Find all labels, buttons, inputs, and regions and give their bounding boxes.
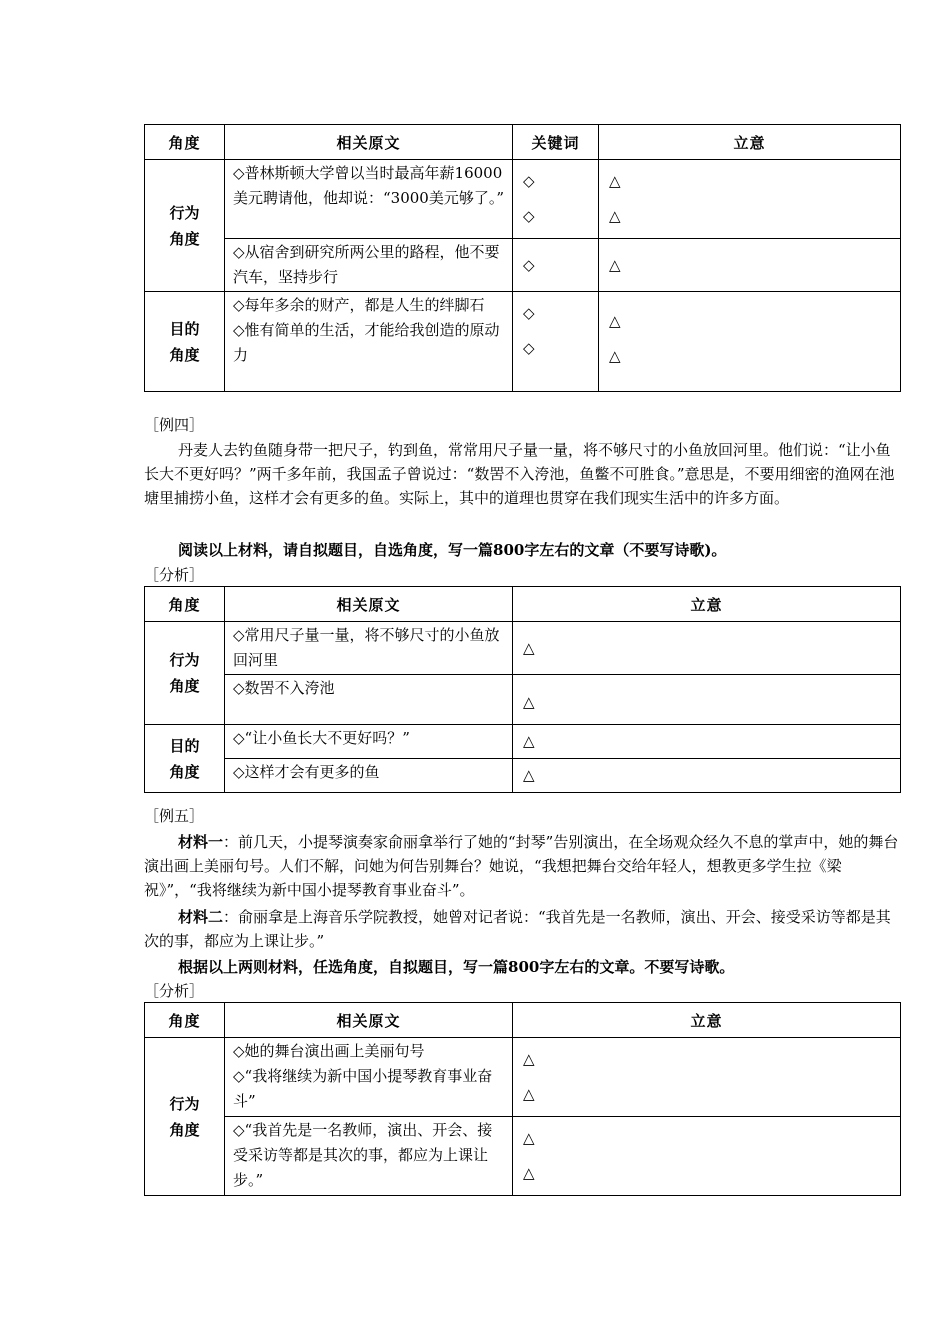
table-row — [145, 239, 901, 292]
keyword-cell: ◇ ◇ — [513, 292, 599, 392]
header-source: 相关原文 — [225, 587, 513, 622]
angle-cell: 目的 角度 — [145, 725, 225, 793]
source-cell: ◇这样才会有更多的鱼 — [225, 759, 513, 793]
idea-cell: △ — [513, 725, 901, 759]
header-angle: 角度 — [145, 587, 225, 622]
idea-cell: △ — [513, 675, 901, 725]
source-cell: ◇每年多余的财产，都是人生的绊脚石 ◇惟有简单的生活，才能给我创造的原动力 — [225, 292, 513, 392]
table-row — [145, 725, 901, 759]
table-row — [145, 1038, 901, 1117]
header-keyword: 关键词 — [513, 125, 599, 160]
idea-cell: △ △ — [513, 1117, 901, 1196]
source-cell: ◇数罟不入洿池 — [225, 675, 513, 725]
header-idea: 立意 — [513, 587, 901, 622]
header-source: 相关原文 — [225, 1003, 513, 1038]
analysis-table-1 — [144, 124, 901, 392]
table-row — [145, 759, 901, 793]
source-cell: ◇她的舞台演出画上美丽句号 ◇“我将继续为新中国小提琴教育事业奋斗” — [225, 1038, 513, 1117]
table-row — [145, 292, 901, 392]
idea-cell: △ △ — [513, 1038, 901, 1117]
source-cell: ◇普林斯顿大学曾以当时最高年薪16000美元聘请他，他却说：“3000美元够了。” — [225, 160, 513, 239]
table-row — [145, 1117, 901, 1196]
example-5-task: 根据以上两则材料，任选角度，自拟题目，写一篇800字左右的文章。不要写诗歌。 — [178, 958, 735, 976]
header-angle: 角度 — [145, 1003, 225, 1038]
angle-cell: 行为 角度 — [145, 1038, 225, 1196]
analysis-table-2 — [144, 586, 901, 793]
analysis-label: ［分析］ — [144, 982, 205, 1000]
angle-cell: 行为 角度 — [145, 622, 225, 725]
header-idea: 立意 — [513, 1003, 901, 1038]
source-cell: ◇从宿舍到研究所两公里的路程，他不要汽车，坚持步行 — [225, 239, 513, 292]
source-cell: ◇“让小鱼长大不更好吗？” — [225, 725, 513, 759]
table-header-row — [145, 587, 901, 622]
header-source: 相关原文 — [225, 125, 513, 160]
analysis-label: ［分析］ — [144, 566, 205, 584]
table-header-row — [145, 125, 901, 160]
table-row — [145, 622, 901, 675]
keyword-cell: ◇ — [513, 239, 599, 292]
header-angle: 角度 — [145, 125, 225, 160]
example-5-material-2: 材料二：俞丽拿是上海音乐学院教授，她曾对记者说：“我首先是一名教师，演出、开会、接受采访等都是其次的事，都应为上课让步。” — [144, 908, 891, 950]
idea-cell: △ — [513, 622, 901, 675]
analysis-table-3 — [144, 1002, 901, 1196]
idea-cell: △ △ — [599, 292, 901, 392]
source-cell: ◇常用尺子量一量，将不够尺寸的小鱼放回河里 — [225, 622, 513, 675]
example-5-label: ［例五］ — [144, 807, 205, 825]
example-4-label: ［例四］ — [144, 416, 205, 434]
keyword-cell: ◇ ◇ — [513, 160, 599, 239]
angle-cell: 行为 角度 — [145, 160, 225, 292]
table-row — [145, 675, 901, 725]
idea-cell: △ — [513, 759, 901, 793]
idea-cell: △ △ — [599, 160, 901, 239]
idea-cell: △ — [599, 239, 901, 292]
example-4-body: 丹麦人去钓鱼随身带一把尺子，钓到鱼，常常用尺子量一量，将不够尺寸的小鱼放回河里。他们说：“让小鱼长大不更好吗？”两千多年前，我国孟子曾说过：“数罟不入洿池，鱼鳖不可胜食。”意思是，不要用细密的渔网在池塘里捕捞小鱼，这样才会有更多的鱼。实际上，其中的道理也贯穿在我们现实生活中的许多方面。 — [144, 441, 895, 507]
example-5-material-1: 材料一：前几天，小提琴演奏家俞丽拿举行了她的“封琴”告别演出，在全场观众经久不息的掌声中，她的舞台演出画上美丽句号。人们不解，问她为何告别舞台？她说，“我想把舞台交给年轻人，想教更多学生拉《梁祝》”，“我将继续为新中国小提琴教育事业奋斗”。 — [144, 833, 899, 899]
source-cell: ◇“我首先是一名教师，演出、开会、接受采访等都是其次的事，都应为上课让步。” — [225, 1117, 513, 1196]
table-row — [145, 160, 901, 239]
table-header-row — [145, 1003, 901, 1038]
angle-cell: 目的 角度 — [145, 292, 225, 392]
example-4-task: 阅读以上材料，请自拟题目，自选角度，写一篇800字左右的文章（不要写诗歌)。 — [178, 541, 727, 559]
header-idea: 立意 — [599, 125, 901, 160]
